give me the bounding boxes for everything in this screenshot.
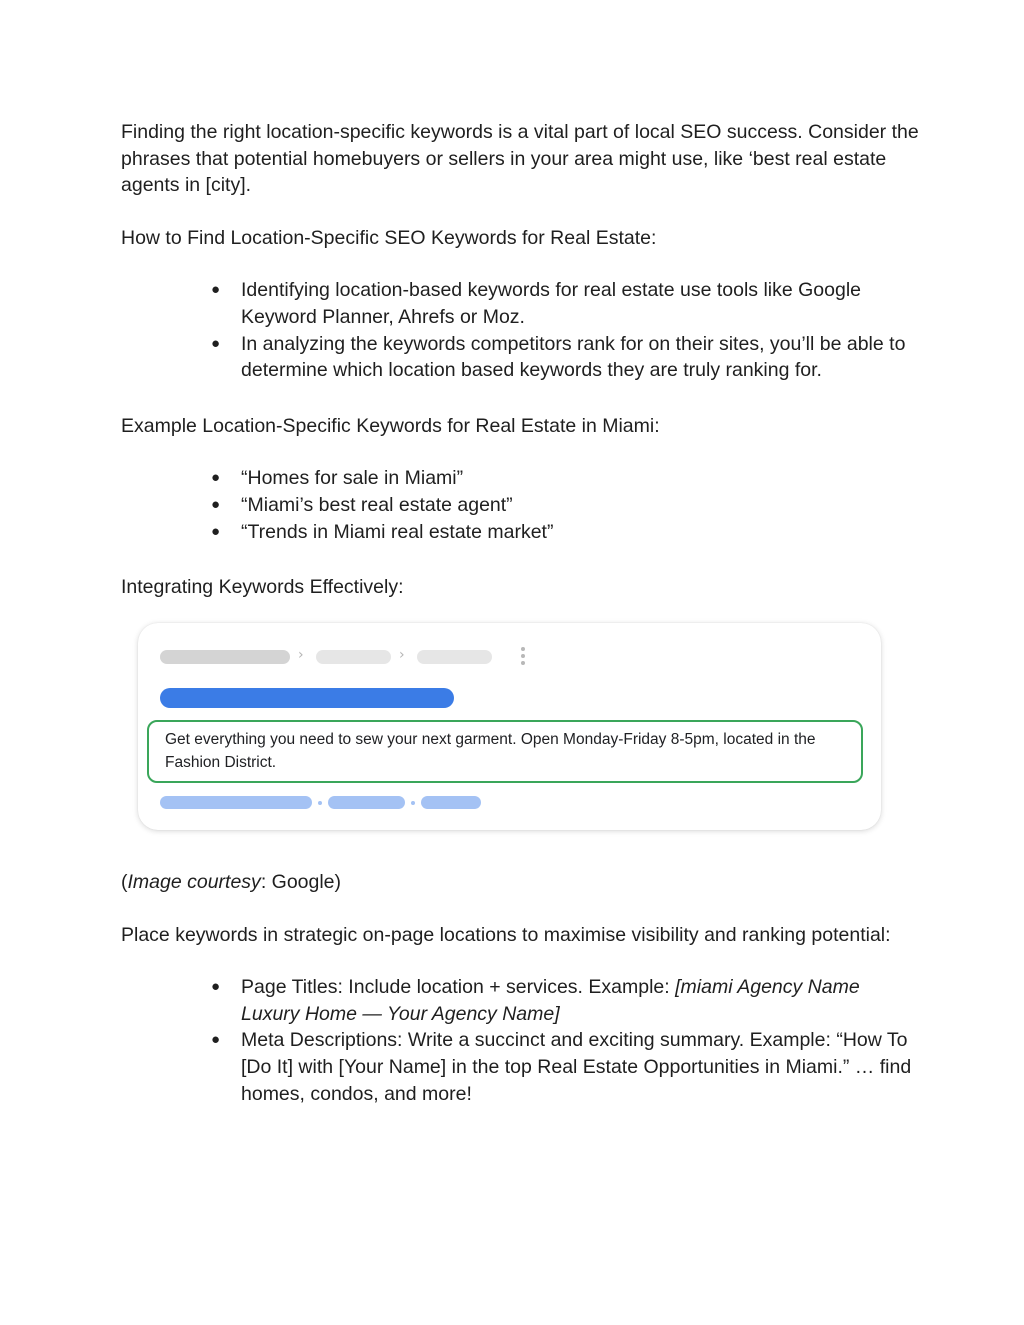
document-body: [121, 119, 921, 601]
bullet-icon: ●: [211, 495, 221, 513]
placement-paragraph: Place keywords in strategic on-page locations to maximise visibility and ranking potential:: [121, 923, 891, 946]
bullet-icon: ●: [211, 469, 221, 487]
bullet-icon: ●: [211, 978, 221, 996]
bullet-icon: ●: [211, 1031, 221, 1049]
placement-list: [121, 974, 921, 1107]
breadcrumb-placeholder: [417, 650, 492, 664]
list-item: ● In analyzing the keywords competitors rank for on their sites, you’ll be able to determine which location based keywords they are truly ranking for.: [211, 332, 906, 382]
examples-list: [121, 465, 921, 545]
breadcrumb-placeholder: [160, 650, 290, 664]
list-item: ● “Homes for sale in Miami”: [241, 465, 921, 492]
how-to-list: [121, 277, 921, 383]
separator-dot-icon: [411, 801, 415, 805]
intro-paragraph: Finding the right location-specific keywords is a vital part of local SEO success. Consider the phrases that potential homebuyers or sellers in your area might use, like ‘best real estate agents in [city].: [121, 121, 919, 197]
sitelink-placeholder: [160, 796, 312, 809]
bullet-icon: ●: [211, 334, 221, 352]
list-item: ● Meta Descriptions: Write a succinct and exciting summary. Example: “How To [Do It] with [Your Name] in the top Real Estate Opportunities in Miami.” … find homes, condos, and more!: [211, 1029, 912, 1105]
list-item: ● “Miami’s best real estate agent”: [241, 492, 921, 519]
meta-description-text: Get everything you need to sew your next garment. Open Monday-Friday 8-5pm, located in the Fashion District.: [165, 731, 816, 771]
bullet-icon: ●: [211, 281, 221, 299]
list-item: ● Page Titles: Include location + services. Example: [miami Agency Name Luxury Home — Your Agency Name]: [211, 976, 860, 1025]
meta-description-highlight: [147, 720, 863, 783]
bullet-icon: ●: [211, 522, 221, 540]
search-result-illustration: [138, 623, 881, 830]
how-to-heading: How to Find Location-Specific SEO Keywords for Real Estate:: [121, 226, 657, 249]
list-item: ● “Trends in Miami real estate market”: [241, 519, 921, 546]
more-options-icon: [521, 647, 525, 668]
image-caption: (Image courtesy: Google): [121, 871, 342, 893]
integrating-heading: Integrating Keywords Effectively:: [121, 576, 404, 599]
sitelink-placeholder: [328, 796, 405, 809]
breadcrumb-placeholder: [316, 650, 391, 664]
list-item: ● Identifying location-based keywords for real estate use tools like Google Keyword Planner, Ahrefs or Moz.: [211, 279, 862, 328]
sitelink-placeholder: [421, 796, 481, 809]
result-title-placeholder: [160, 688, 454, 708]
separator-dot-icon: [318, 801, 322, 805]
chevron-right-icon: ›: [298, 647, 304, 663]
chevron-right-icon: ›: [399, 647, 405, 663]
document-body-continued: [121, 869, 921, 1107]
examples-heading: Example Location-Specific Keywords for Real Estate in Miami:: [121, 414, 660, 437]
